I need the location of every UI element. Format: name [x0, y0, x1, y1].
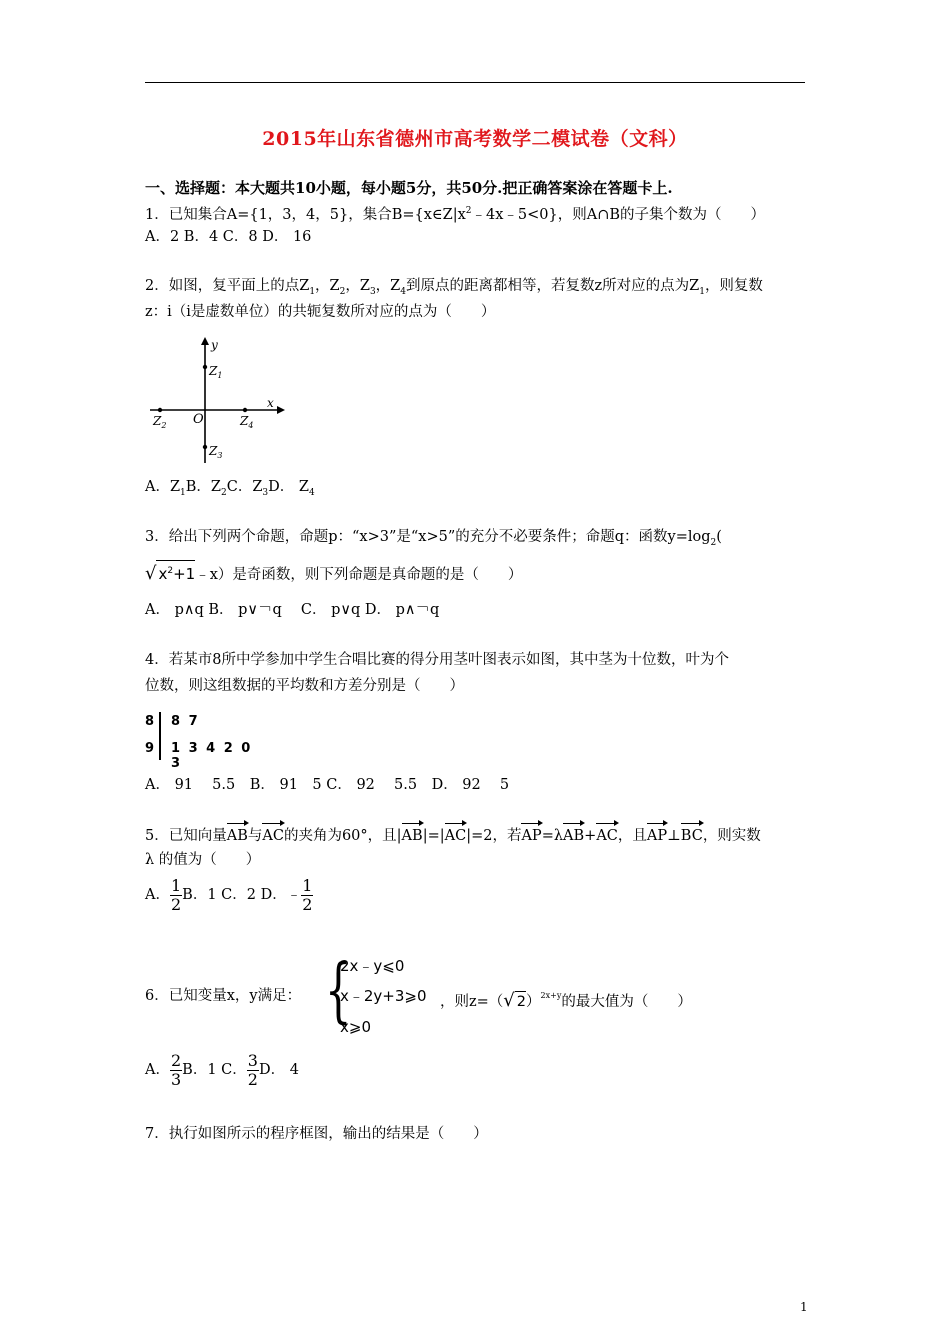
stem-divider [159, 712, 161, 760]
point-z3 [203, 445, 207, 449]
complex-plane-figure [145, 335, 285, 470]
x-label: x [267, 396, 274, 410]
q4-stem-line1: 4．若某市8所中学参加中学生合唱比赛的得分用茎叶图表示如图，其中茎为十位数，叶为个 [145, 652, 729, 668]
stem-row1-leaves: 8 7 [171, 714, 198, 729]
page-title: 2015年山东省德州市高考数学二模试卷（文科） [262, 128, 688, 150]
z1-label: $Z_1$ [209, 364, 223, 380]
q2-stem-line1: 2．如图，复平面上的点$Z_1$，$Z_2$，$Z_3$，$Z_4$到原点的距离都相等，若复数z所对应的点为$Z_1$，则复数 [145, 278, 763, 297]
z4-label: $Z_4$ [240, 414, 254, 430]
system-brace: { [324, 949, 352, 1031]
point-z1 [203, 365, 207, 369]
stem-row1-stem: 8 [145, 714, 155, 729]
q2-stem-line2: z：i（i是虚数单位）的共轭复数所对应的点为（ ） [145, 304, 496, 320]
q4-options: A． 91 5.5 B． 91 5 C． 92 5.5 D． 92 5 [145, 777, 510, 793]
q3-stem-line2: √ $x^2+1﹣x$）是奇函数，则下列命题是真命题的是（ ） [145, 560, 522, 585]
section-heading: 一、选择题：本大题共10小题，每小题5分，共50分.把正确答案涂在答题卡上. [145, 179, 673, 197]
stem-row2-leaves: 1 3 4 2 0 3 [171, 741, 251, 771]
q6-prefix: 6．已知变量x，y满足： [145, 988, 302, 1004]
q6-options: A． $\frac{2}{3}$ B．1 C． $\frac{3}{2}$ D． 4 [145, 1050, 299, 1089]
constraint-3: x⩾0 [340, 1018, 371, 1036]
stem-row2-stem: 9 [145, 741, 155, 756]
x-axis-arrow [277, 406, 285, 414]
y-axis-arrow [201, 337, 209, 345]
q3-stem-line1: 3．给出下列两个命题，命题p：“x>3”是“x>5”的充分不必要条件；命题q：函数$y=\log_2$( [145, 529, 722, 548]
page-number: 1 [800, 1300, 808, 1314]
z2-label: $Z_2$ [153, 414, 167, 430]
header-rule [145, 82, 805, 83]
z3-label: $Z_3$ [209, 444, 223, 460]
q7-stem: 7．执行如图所示的程序框图，输出的结果是（ ） [145, 1126, 488, 1142]
q2-options: A．$Z_1B$．$Z_2C$．$Z_3D$． $Z_4$ [145, 479, 315, 498]
q5-stem-line2: λ 的值为（ ） [145, 852, 261, 868]
y-label: y [211, 338, 218, 352]
stem-leaf-plot [145, 712, 265, 771]
q1-options: A．2 B．4 C．8 D． 16 [145, 229, 312, 245]
q3-options: A． p∧q B． p∨￢q C． p∨q D． p∧￢q [145, 602, 440, 618]
q6-objective: ，则z=（√ 2）$^{2x+y}$的最大值为（ ） [440, 990, 692, 1011]
point-z4 [243, 408, 247, 412]
constraint-1: 2x﹣y⩽0 [340, 957, 405, 975]
constraint-2: x﹣2y+3⩾0 [340, 987, 427, 1005]
origin-label: O [193, 412, 204, 427]
q4-stem-line2: 位数，则这组数据的平均数和方差分别是（ ） [145, 678, 464, 694]
q5-stem-line1: 5．已知向量AB与AC的夹角为60°，且|AB|=|AC|=2，若AP=λAB+AC，且AP⊥BC，则实数 [145, 828, 761, 844]
q5-options: A． $\frac{1}{2}$ B．1 C．2 D．﹣ $\frac{1}{2}$ [145, 875, 313, 914]
q1-stem: 1．已知集合A={1，3，4，5}，集合$B=\{x\in Z|x^2﹣4x﹣5<0\}$，则A∩B的子集个数为（ ） [145, 206, 766, 223]
point-z2 [158, 408, 162, 412]
